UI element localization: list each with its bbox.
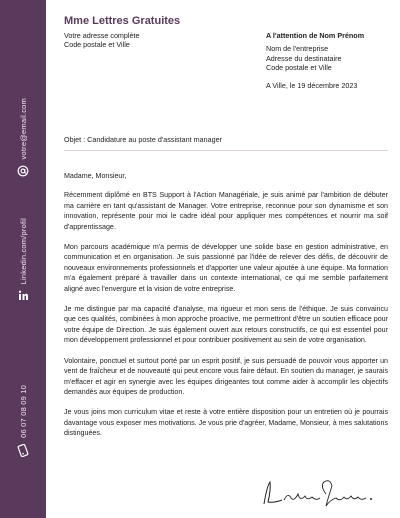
sidebar-phone[interactable] [0,385,46,457]
body-paragraph-3: Je me distingue par ma capacité d'analyse, ma rigueur et mon sens de l'éthique. Je suis convaincu que ces qualités, combinées à mon approche proactive, me permettront d'être un soutien efficace pour votre équipe de Direction. Je suis également ouvert aux retours constructifs, ce qui est essentiel pour mon développement professionnel et pour contribuer positivement au sein de votre organisation. [64,305,388,345]
divider [64,150,388,151]
at-icon [17,165,29,177]
letter-body [64,171,388,449]
linkedin-text: Linkedin.com/profil [18,218,28,285]
sender-address [64,31,140,50]
letter-subject: Objet : Candidature au poste d'assistant manager [64,135,222,144]
sender-city-line: Code postale et Ville [64,40,130,50]
signature [258,476,378,512]
sidebar-linkedin[interactable] [0,218,46,301]
body-paragraph-1: Récemment diplômé en BTS Support à l'Action Managériale, je suis animé par l'ambition de débuter ma carrière en tant qu'assistant de Manager. Votre entreprise, reconnue pour son dynamisme et son innovation, représente pour moi le cadre idéal pour appliquer mes compétences et nourrir ma soif d'apprentissage. [64,191,388,231]
phone-text: 06 07 08 09 10 [18,385,28,438]
linkedin-icon [18,290,29,301]
recipient-block [266,31,364,90]
phone-icon [17,444,29,457]
sidebar [0,0,46,518]
recipient-attention: A l'attention de Nom Prénom [266,31,365,40]
letter-page [46,0,400,518]
email-text: votre@email.com [18,98,28,160]
body-paragraph-5: Je vous joins mon curriculum vitae et reste à votre entière disposition pour un entretien où je pourrais davantage vous exposer mes motivations. Je vous prie d'agréer, Madame, Monsieur, à mes salutations distinguées. [64,408,388,438]
letter-date: A Ville, le 19 décembre 2023 [266,81,358,91]
recipient-company: Nom de l'entreprise [266,44,329,54]
body-paragraph-2: Mon parcours académique m'a permis de développer une solide base en gestion administrative, en communication et en organisation. Je suis passionné par l'idée de relever des défis, de découvrir de nouveaux environnements professionnels et d'apporter une valeur ajoutée à une équipe. Ma formation m'a également préparé à travailler dans un contexte international, ce qui me semble parfaitement aligné avec l'envergure et la vision de votre entreprise. [64,243,388,293]
greeting: Madame, Monsieur, [64,172,127,180]
sidebar-email[interactable] [0,98,46,177]
sender-name: Mme Lettres Gratuites [64,15,181,27]
recipient-address: Adresse du destinataire [266,53,342,63]
sender-address-line: Votre adresse complète [64,31,140,40]
body-paragraph-4: Volontaire, ponctuel et surtout porté par un esprit positif, je suis persuadé de pouvoir vous apporter un vent de fraîcheur et de nouveauté qui peut encore vous faire défaut. En soutien du manager, je saurais m'effacer et agir en synergie avec les équipes dirigeantes tout comme aider à accomplir les objectifs demandés aux équipes de production. [64,356,388,396]
recipient-city: Code postale et Ville [266,62,332,72]
